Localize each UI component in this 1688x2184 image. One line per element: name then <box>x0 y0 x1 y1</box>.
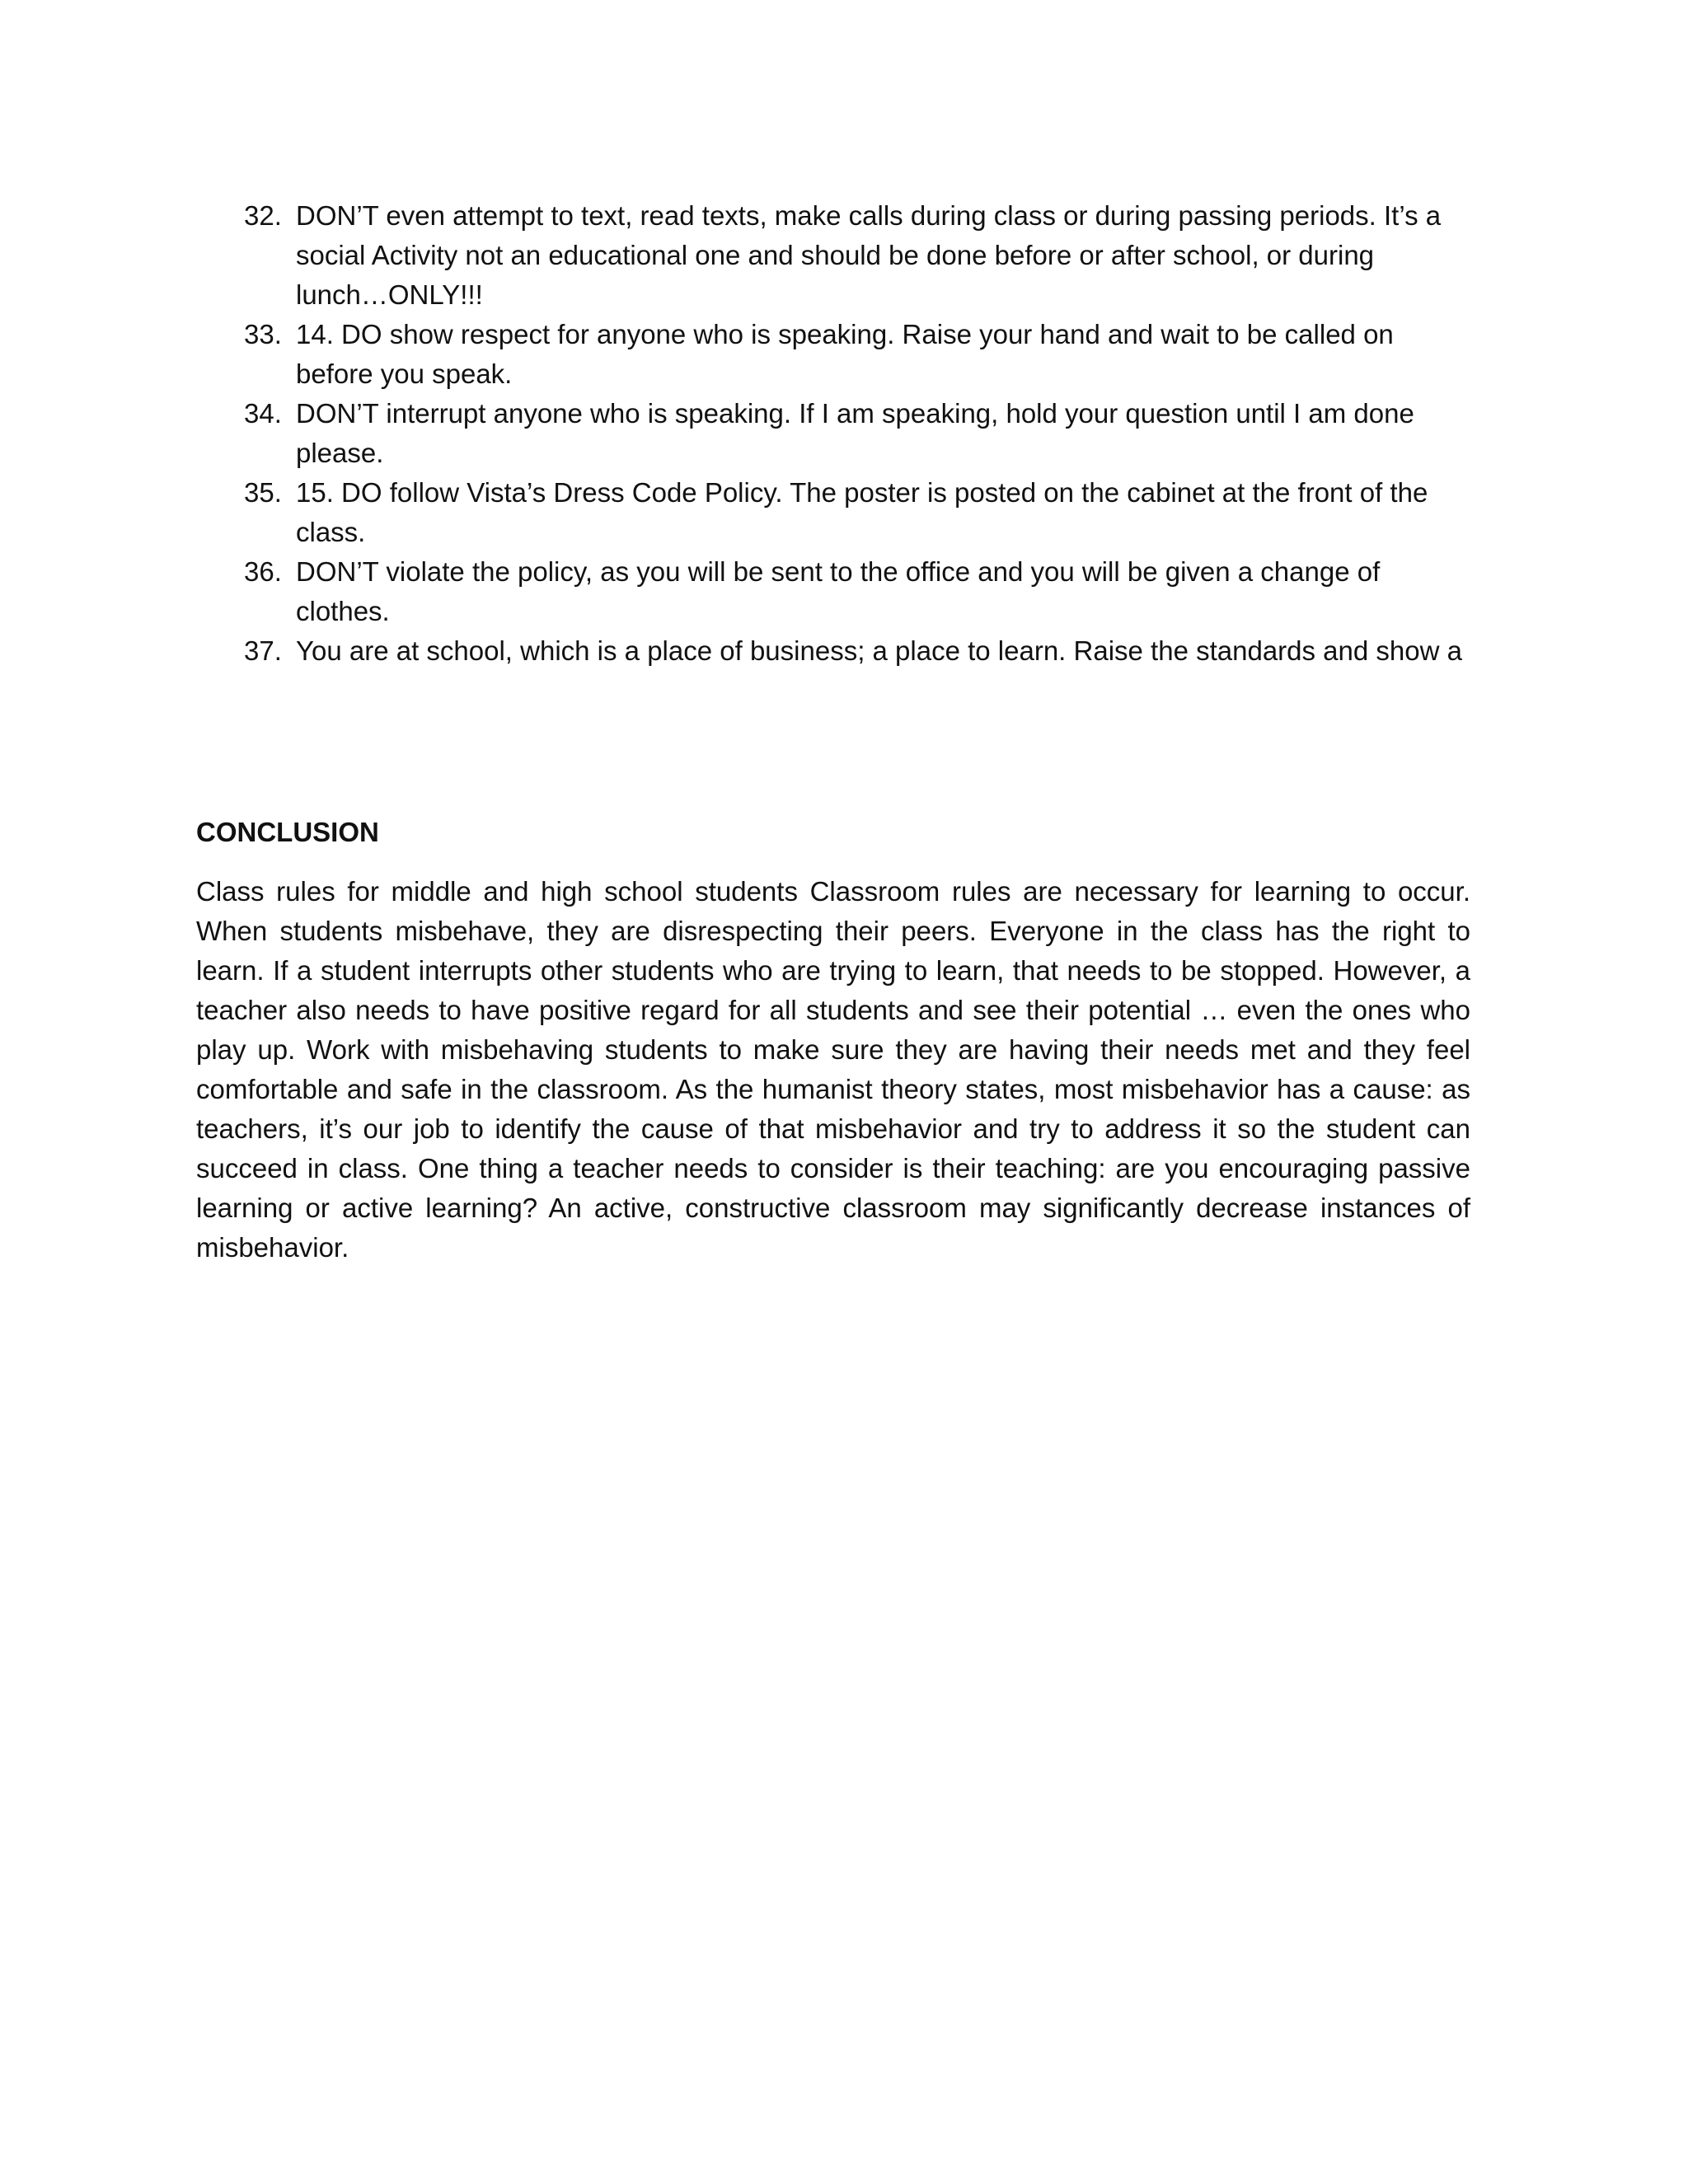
list-item-number: 34. <box>244 398 282 429</box>
rules-list <box>244 196 1464 671</box>
conclusion-paragraph: Class rules for middle and high school students Classroom rules are necessary for learning to occur. When students misbehave, they are disrespecting their peers. Everyone in the class has the right to learn. If a student interrupts other students who are trying to learn, that needs to be stopped. However, a teacher also needs to have positive regard for all students and see their potential … even the ones who play up. Work with misbehaving students to make sure they are having their needs met and they feel comfortable and safe in the classroom. As the humanist theory states, most misbehavior has a cause: as teachers, it’s our job to identify the cause of that misbehavior and try to address it so the student can succeed in class. One thing a teacher needs to consider is their teaching: are you encouraging passive learning or active learning? An active, constructive classroom may significantly decrease instances of misbehavior. <box>196 876 1470 1263</box>
list-item-text: DON’T violate the policy, as you will be sent to the office and you will be given a change of clothes. <box>296 556 1381 626</box>
list-item-text: DON’T even attempt to text, read texts, make calls during class or during passing periods. It’s a social Activity not an educational one and should be done before or after school, or during lunch…ONLY!!! <box>296 200 1442 310</box>
list-item-number: 37. <box>244 635 282 666</box>
list-item-number: 36. <box>244 556 282 587</box>
list-item-number: 35. <box>244 477 282 508</box>
list-item-number: 32. <box>244 200 282 231</box>
conclusion-heading: CONCLUSION <box>196 817 379 847</box>
list-item-text: DON’T interrupt anyone who is speaking. If I am speaking, hold your question until I am done please. <box>296 398 1414 468</box>
list-item-number: 33. <box>244 319 282 349</box>
list-item <box>244 552 1464 631</box>
list-item <box>244 394 1464 473</box>
list-item <box>244 196 1464 315</box>
list-item <box>244 473 1464 552</box>
list-item <box>244 631 1464 671</box>
list-item-text: 15. DO follow Vista’s Dress Code Policy. The poster is posted on the cabinet at the front of the class. <box>296 477 1428 547</box>
list-item-text: You are at school, which is a place of business; a place to learn. Raise the standards and show a <box>296 635 1462 666</box>
list-item-text: 14. DO show respect for anyone who is speaking. Raise your hand and wait to be called on before you speak. <box>296 319 1394 389</box>
list-item <box>244 315 1464 394</box>
